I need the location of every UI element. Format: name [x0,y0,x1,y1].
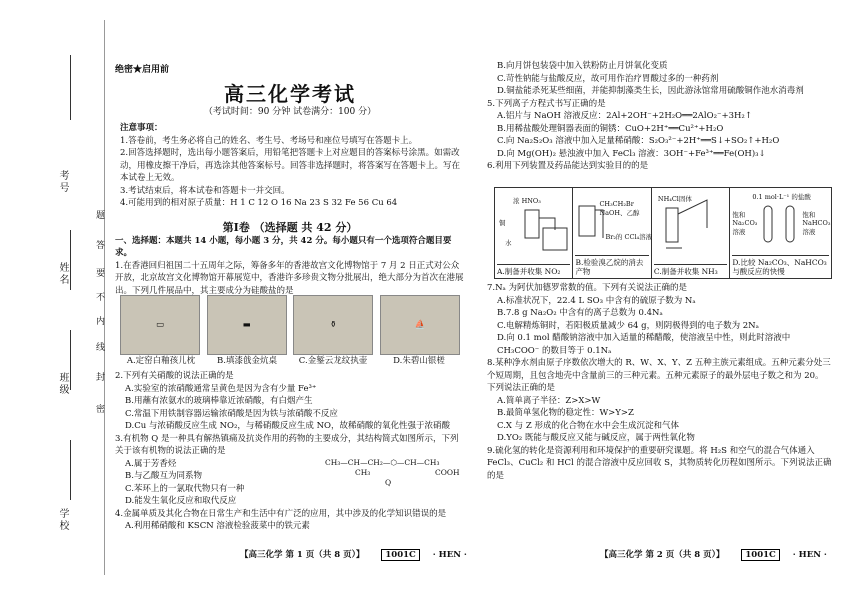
footer-left [240,548,467,560]
question-7: 7.Nₐ 为阿伏加德罗常数的值。下列有关说法正确的是 [487,283,688,293]
test-tubes-icon [730,188,830,258]
q7-option: D.向 0.1 mol 醋酸钠溶液中加入适量的稀醋酸，使溶液呈中性，则此时溶液中 CH₃COO⁻ 的数目等于 0.1Nₐ [497,333,791,356]
section-instruction: 一、选择题：本题共 14 小题，每小题 3 分，共 42 分。每小题只有一个选项符合题目要求。 [115,235,452,258]
q8-option: D.YO₂ 既能与酸反应又能与碱反应，属于两性氧化物 [497,433,695,443]
seal-char: 线 [94,342,104,351]
flask-icon [495,188,575,258]
question-2: 2.下列有关硝酸的说法正确的是 [115,371,234,381]
q7-option: C.电解精炼铜时，若阳极质量减少 64 g，则阴极得到的电子数为 2Nₐ [497,320,759,331]
q8-option: B.最简单氢化物的稳定性：W>Y>Z [497,408,634,418]
kaohao-label: 考号 [57,170,68,194]
q8-option: C.X 与 Z 形成的化合物在水中会生成沉淀和气体 [497,420,679,431]
q1-option: D.朱碧山银槎 [393,356,445,366]
q4-option: C.苛性钠能与盐酸反应，故可用作治疗胃酸过多的一种药剂 [497,73,719,84]
q7-option: B.7.8 g Na₂O₂ 中含有的离子总数为 0.4Nₐ [497,308,663,318]
q6-option: B.检验溴乙烷的消去产物 [575,255,648,276]
seal-char: 密 [94,404,104,413]
question-1: 1.在香港回归祖国二十五周年之际，筹备多年的香港故宫文化博物馆于 7 月 2 日正式对公众开放，北京故宫文化博物馆开幕展览中，香港许多珍贵文物分批展出，绝大部分为首次在港展出。下列几件展品中，其主要成分为硅酸盐的是 [115,260,464,296]
q1-option: C.金錾云龙纹执壶 [298,356,368,366]
seal-char: 内 [94,316,104,325]
section-title: 第Ⅰ卷 （选择题 共 42 分） [222,221,358,234]
tube-icon [652,188,732,258]
question-3: 3.有机物 Q 是一种具有解热镇痛及抗炎作用的药物的主要成分，其结构简式如图所示，下列关于该有机物的说法正确的是 [115,433,459,456]
note-item: 4.可能用到的相对原子质量：H 1 C 12 O 16 Na 23 S 32 Fe 56 Cu 64 [120,198,398,208]
exam-subtitle: （考试时间：90 分钟 试卷满分：100 分） [203,107,377,117]
section1 [115,222,465,297]
binding-margin [0,0,104,609]
paper-code: 1001C [741,549,779,561]
q2-option: B.用蘸有浓氨水的玻璃棒靠近浓硝酸，有白烟产生 [125,396,313,406]
right-bottom [487,282,832,482]
pillow-image: ▭ [120,295,200,355]
question-5: 5.下列离子方程式书写正确的是 [487,98,606,109]
q5-option: B.用稀盐酸处理铜器表面的铜锈：CuO+2H⁺══Cu²⁺+H₂O [497,123,724,134]
q4-option: B.向月饼包装袋中加入铁粉防止月饼氧化变质 [497,61,668,71]
seal-char: 答 [94,240,104,249]
exam-title: 高三化学考试 [224,82,356,106]
q7-option: A.标准状况下，22.4 L SO₃ 中含有的硫原子数为 Nₐ [497,295,696,306]
footer-right [600,548,827,560]
q2-option: D.Cu 与浓硝酸反应生成 NO₂，与稀硝酸反应生成 NO，故稀硝酸的氧化性强于浓硝酸 [125,421,451,431]
banji-label: 班级 [57,372,68,396]
question-8: 8.某种净水剂由原子序数依次增大的 R、W、X、Y、Z 五种主族元素组成。五种元素分处三个短周期，且包含地壳中含量前三的三种元素。五种元素原子的最外层电子数之和为 20。下列说法正确的是 [487,358,831,393]
paper-tag: · HEN · [432,550,467,560]
note-item: 2.回答选择题时，选出每小题答案后，用铅笔把答题卡上对应题目的答案标号涂黑。如需改动，用橡皮擦干净后，再选涂其他答案标号。回答非选择题时，将答案写在答题卡上。写在本试卷上无效。 [120,148,461,183]
q3-option: C.苯环上的一氯取代物只有一种 [125,483,245,494]
q3-option: D.能发生氧化反应和取代反应 [125,496,237,506]
question-6: 6.利用下列装置及药品能达到实验目的的是 [487,161,649,171]
xuexiao-label: 学校 [57,508,68,532]
q5-option: C.向 Na₂S₂O₃ 溶液中加入足量稀硝酸：S₂O₃²⁻+2H⁺══S↓+SO₂↑+H₂O [497,136,780,146]
q2-option: C.常温下用铁制容器运输浓硝酸是因为铁与浓硝酸不反应 [125,408,338,419]
right-top [487,60,832,173]
xuexiao-line [70,440,71,500]
seal-char: 不 [94,292,104,301]
q6-option: C.制备并收集 NH₃ [654,264,727,276]
seal-char: 封 [94,372,104,381]
paper-code: 1001C [381,549,419,561]
q1-option: A.定窑白釉孩儿枕 [126,356,196,366]
kaohao-line [70,55,71,120]
q1-option: B.填漆戗金炕桌 [217,356,277,366]
condenser-icon [573,188,653,258]
apparatus-b: CH₃CH₂Br NaOH、乙醇 Br₂的 CCl₄溶液 B.检验溴乙烷的消去产物 [573,188,651,278]
q6-option: A.制备并收集 NO₂ [497,264,570,276]
seal-char: 要 [94,268,104,277]
apparatus-a: 浓 HNO₃ 铜 水 A.制备并收集 NO₂ [495,188,573,278]
q4-option: D.铜盐能杀死某些细菌，并能抑制藻类生长，因此游泳馆常用硫酸铜作池水消毒剂 [497,86,804,96]
q6-option: D.比较 Na₂CO₃、NaHCO₃ 与酸反应的快慢 [732,255,829,276]
table-image: ▬ [207,295,287,355]
apparatus-c: NH₄Cl固体 C.制备并收集 NH₃ [652,188,730,278]
q1-images [120,295,460,368]
q5-option: A.铝片与 NaOH 溶液反应：2Al+2OH⁻+2H₂O══2AlO₂⁻+3H₂↑ [497,111,752,121]
q2-q4 [115,370,465,533]
q3-option: A.属于芳香烃 [125,458,177,469]
q3-option: B.与乙酸互为同系物 [125,471,202,481]
q5-option: D.向 Mg(OH)₂ 悬浊液中加入 FeCl₃ 溶液：3OH⁻+Fe³⁺══Fe(OH)₃↓ [497,148,766,159]
page-label: 【高三化学 第 1 页（共 8 页）】 [240,550,365,560]
confidential-mark: 绝密★启用前 [115,65,170,75]
notes-heading: 注意事项： [120,123,163,133]
page-label: 【高三化学 第 2 页（共 8 页）】 [600,550,725,560]
apparatus-d: 0.1 mol·L⁻¹ 的盐酸 饱和 Na₂CO₃ 溶液 饱和 NaHCO₃ 溶液 D.比较 Na₂CO₃、NaHCO₃ 与酸反应的快慢 [730,188,831,278]
question-4: 4.金属单质及其化合物在日常生产和生活中有广泛的应用，其中涉及的化学知识错误的是 [115,508,447,519]
xingming-label: 姓名 [57,262,68,286]
q3-structure: CH₃—CH—CH₂—⬡—CH—CH₃ CH₃ COOH Q [325,457,460,487]
seal-char: 题 [94,210,104,219]
ewer-image: ⚱ [293,295,373,355]
note-item: 1.答卷前，考生务必将自己的姓名、考生号、考场号和座位号填写在答题卡上。 [120,135,418,146]
raft-image: ⛵ [380,295,460,355]
q4-option: A.利用稀硝酸和 KSCN 溶液检验菠菜中的铁元素 [125,521,310,531]
note-item: 3.考试结束后，将本试卷和答题卡一并交回。 [120,185,290,196]
xingming-line [70,230,71,290]
q2-option: A.实验室的浓硝酸通常呈黄色是因为含有少量 Fe³⁺ [125,383,317,394]
q6-apparatus-table [494,187,832,279]
banji-line [70,330,71,390]
question-9: 9.硫化氢的转化是资源利用和环境保护的重要研究课题。将 H₂S 和空气的混合气体通入 FeCl₃、CuCl₂ 和 HCl 的混合溶液中反应回收 S，其物质转化历程如图所示。下列说法正确的是 [487,445,832,481]
q8-option: A.简单离子半径：Z>X>W [497,395,601,406]
paper-tag: · HEN · [792,550,827,560]
notes [120,122,465,210]
